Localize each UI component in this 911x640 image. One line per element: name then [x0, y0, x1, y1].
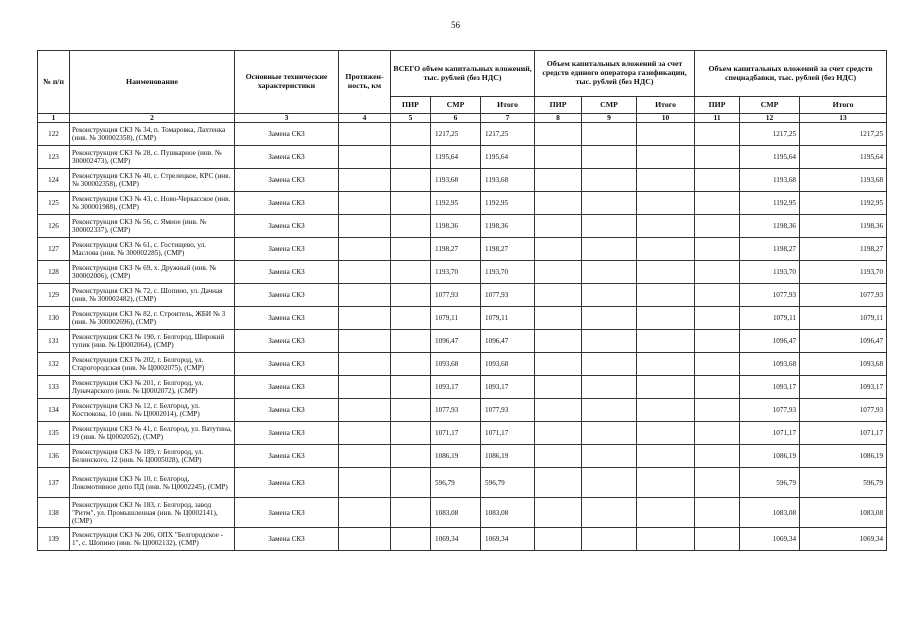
column-index: 11	[695, 114, 740, 123]
header-smr: СМР	[740, 97, 800, 114]
row-name: Реконструкция СКЗ № 206, ОПХ "Белгородское - 1", с. Шопино (инв. № Ц0002132), (СМР)	[70, 528, 235, 551]
row-length	[339, 123, 391, 146]
row-special-itogo: 1195,64	[800, 146, 887, 169]
row-total-itogo: 1077,93	[481, 399, 535, 422]
row-total-smr: 1069,34	[431, 528, 481, 551]
header-itogo: Итого	[800, 97, 887, 114]
row-operator-itogo	[637, 528, 695, 551]
row-total-smr: 1093,17	[431, 376, 481, 399]
row-number: 131	[38, 330, 70, 353]
row-number: 129	[38, 284, 70, 307]
row-tech: Замена СКЗ	[235, 123, 339, 146]
header-smr: СМР	[431, 97, 481, 114]
row-operator-pir	[535, 330, 582, 353]
row-length	[339, 376, 391, 399]
row-special-smr: 1077,93	[740, 399, 800, 422]
row-tech: Замена СКЗ	[235, 376, 339, 399]
row-tech: Замена СКЗ	[235, 498, 339, 528]
row-operator-smr	[582, 399, 637, 422]
row-operator-smr	[582, 284, 637, 307]
row-number: 132	[38, 353, 70, 376]
row-operator-smr	[582, 146, 637, 169]
row-length	[339, 169, 391, 192]
row-total-smr: 1071,17	[431, 422, 481, 445]
table-row	[38, 353, 887, 376]
row-total-pir	[391, 261, 431, 284]
table-row	[38, 261, 887, 284]
table-row	[38, 528, 887, 551]
column-index: 9	[582, 114, 637, 123]
row-total-itogo: 1079,11	[481, 307, 535, 330]
row-total-pir	[391, 146, 431, 169]
row-length	[339, 146, 391, 169]
row-total-pir	[391, 445, 431, 468]
row-total-smr: 1083,08	[431, 498, 481, 528]
row-number: 122	[38, 123, 70, 146]
row-special-itogo: 1083,08	[800, 498, 887, 528]
column-index-row	[38, 114, 887, 123]
row-operator-itogo	[637, 284, 695, 307]
row-special-pir	[695, 238, 740, 261]
row-length	[339, 330, 391, 353]
column-index: 4	[339, 114, 391, 123]
row-special-pir	[695, 215, 740, 238]
row-total-itogo: 1192,95	[481, 192, 535, 215]
row-special-itogo: 1093,17	[800, 376, 887, 399]
table-row	[38, 468, 887, 498]
column-index: 3	[235, 114, 339, 123]
row-special-smr: 1071,17	[740, 422, 800, 445]
row-operator-smr	[582, 498, 637, 528]
row-special-itogo: 1077,93	[800, 399, 887, 422]
row-length	[339, 284, 391, 307]
row-name: Реконструкция СКЗ № 43, с. Ново-Черкасское (инв. № 300001988), (СМР)	[70, 192, 235, 215]
row-special-pir	[695, 445, 740, 468]
row-operator-pir	[535, 399, 582, 422]
row-total-itogo: 596,79	[481, 468, 535, 498]
row-length	[339, 498, 391, 528]
row-operator-pir	[535, 146, 582, 169]
row-special-smr: 1093,68	[740, 353, 800, 376]
row-total-pir	[391, 399, 431, 422]
row-operator-itogo	[637, 169, 695, 192]
row-operator-smr	[582, 422, 637, 445]
row-operator-itogo	[637, 307, 695, 330]
row-special-smr: 1198,27	[740, 238, 800, 261]
row-operator-pir	[535, 123, 582, 146]
row-tech: Замена СКЗ	[235, 528, 339, 551]
row-special-smr: 1086,19	[740, 445, 800, 468]
row-operator-smr	[582, 376, 637, 399]
row-total-pir	[391, 169, 431, 192]
row-name: Реконструкция СКЗ № 56, с. Ямное (инв. № 300002337), (СМР)	[70, 215, 235, 238]
row-tech: Замена СКЗ	[235, 422, 339, 445]
row-operator-itogo	[637, 330, 695, 353]
row-total-smr: 1096,47	[431, 330, 481, 353]
column-index: 5	[391, 114, 431, 123]
row-total-pir	[391, 376, 431, 399]
page-number: 56	[451, 20, 460, 30]
row-length	[339, 422, 391, 445]
row-total-pir	[391, 528, 431, 551]
row-tech: Замена СКЗ	[235, 169, 339, 192]
row-number: 139	[38, 528, 70, 551]
row-number: 124	[38, 169, 70, 192]
table-row	[38, 498, 887, 528]
row-operator-pir	[535, 169, 582, 192]
row-length	[339, 353, 391, 376]
row-special-smr: 1193,70	[740, 261, 800, 284]
row-special-itogo: 1093,68	[800, 353, 887, 376]
row-special-itogo: 1193,70	[800, 261, 887, 284]
table-row	[38, 422, 887, 445]
table-row	[38, 445, 887, 468]
row-special-smr: 1192,95	[740, 192, 800, 215]
row-operator-smr	[582, 353, 637, 376]
table-row	[38, 215, 887, 238]
row-total-itogo: 1217,25	[481, 123, 535, 146]
row-operator-smr	[582, 169, 637, 192]
row-operator-pir	[535, 528, 582, 551]
row-total-pir	[391, 468, 431, 498]
row-total-itogo: 1086,19	[481, 445, 535, 468]
row-operator-smr	[582, 445, 637, 468]
row-operator-smr	[582, 468, 637, 498]
row-number: 126	[38, 215, 70, 238]
row-operator-itogo	[637, 445, 695, 468]
row-name: Реконструкция СКЗ № 40, с. Стрелецкое, КРС (инв. № 300002358), (СМР)	[70, 169, 235, 192]
row-total-smr: 1077,93	[431, 399, 481, 422]
row-tech: Замена СКЗ	[235, 284, 339, 307]
row-tech: Замена СКЗ	[235, 215, 339, 238]
row-length	[339, 399, 391, 422]
row-total-pir	[391, 284, 431, 307]
row-total-pir	[391, 215, 431, 238]
row-special-smr: 1077,93	[740, 284, 800, 307]
row-operator-smr	[582, 192, 637, 215]
row-total-itogo: 1198,36	[481, 215, 535, 238]
table-row	[38, 307, 887, 330]
row-name: Реконструкция СКЗ № 82, г. Строитель, ЖБИ № 3 (инв. № 300002696), (СМР)	[70, 307, 235, 330]
row-number: 128	[38, 261, 70, 284]
row-total-smr: 1093,68	[431, 353, 481, 376]
header-smr: СМР	[582, 97, 637, 114]
header-total: ВСЕГО объем капитальных вложений, тыс. рублей (без НДС)	[391, 51, 535, 97]
row-special-itogo: 1079,11	[800, 307, 887, 330]
header-itogo: Итого	[481, 97, 535, 114]
table-row	[38, 169, 887, 192]
row-total-itogo: 1193,70	[481, 261, 535, 284]
row-length	[339, 445, 391, 468]
row-special-smr: 1195,64	[740, 146, 800, 169]
column-index: 7	[481, 114, 535, 123]
row-number: 134	[38, 399, 70, 422]
row-name: Реконструкция СКЗ № 61, с. Гостищево, ул. Маслова (инв. № 300002285), (СМР)	[70, 238, 235, 261]
row-operator-pir	[535, 238, 582, 261]
row-tech: Замена СКЗ	[235, 146, 339, 169]
row-total-pir	[391, 192, 431, 215]
row-operator-itogo	[637, 353, 695, 376]
row-operator-pir	[535, 284, 582, 307]
row-total-itogo: 1195,64	[481, 146, 535, 169]
row-tech: Замена СКЗ	[235, 353, 339, 376]
row-length	[339, 261, 391, 284]
row-total-pir	[391, 123, 431, 146]
row-total-smr: 1079,11	[431, 307, 481, 330]
row-number: 135	[38, 422, 70, 445]
row-number: 137	[38, 468, 70, 498]
row-total-itogo: 1093,17	[481, 376, 535, 399]
column-index: 1	[38, 114, 70, 123]
row-length	[339, 215, 391, 238]
row-special-smr: 1083,08	[740, 498, 800, 528]
row-special-pir	[695, 376, 740, 399]
row-total-itogo: 1069,34	[481, 528, 535, 551]
row-operator-pir	[535, 261, 582, 284]
row-total-pir	[391, 238, 431, 261]
row-operator-itogo	[637, 146, 695, 169]
row-name: Реконструкция СКЗ № 12, г. Белгород, ул. Костюкова, 10 (инв. № Ц0002014), (СМР)	[70, 399, 235, 422]
row-total-itogo: 1077,93	[481, 284, 535, 307]
row-length	[339, 468, 391, 498]
row-special-itogo: 1198,36	[800, 215, 887, 238]
table-row	[38, 192, 887, 215]
row-total-pir	[391, 307, 431, 330]
row-special-itogo: 1193,68	[800, 169, 887, 192]
row-total-itogo: 1093,68	[481, 353, 535, 376]
row-special-smr: 1069,34	[740, 528, 800, 551]
row-special-pir	[695, 330, 740, 353]
row-special-pir	[695, 422, 740, 445]
header-special: Объем капитальных вложений за счет средств спецнадбавки, тыс. рублей (без НДС)	[695, 51, 887, 97]
row-special-itogo: 1096,47	[800, 330, 887, 353]
table-row	[38, 376, 887, 399]
row-special-smr: 1079,11	[740, 307, 800, 330]
table-row	[38, 238, 887, 261]
row-total-smr: 1193,70	[431, 261, 481, 284]
row-special-pir	[695, 353, 740, 376]
row-special-pir	[695, 399, 740, 422]
header-name: Наименование	[70, 51, 235, 114]
row-operator-smr	[582, 238, 637, 261]
row-operator-itogo	[637, 261, 695, 284]
row-special-smr: 596,79	[740, 468, 800, 498]
row-special-smr: 1193,68	[740, 169, 800, 192]
row-total-pir	[391, 330, 431, 353]
row-special-itogo: 1192,95	[800, 192, 887, 215]
table-row	[38, 399, 887, 422]
row-number: 138	[38, 498, 70, 528]
row-length	[339, 528, 391, 551]
row-operator-smr	[582, 528, 637, 551]
column-index: 2	[70, 114, 235, 123]
column-index: 6	[431, 114, 481, 123]
row-operator-smr	[582, 330, 637, 353]
row-length	[339, 307, 391, 330]
header-pir: ПИР	[535, 97, 582, 114]
row-tech: Замена СКЗ	[235, 399, 339, 422]
row-name: Реконструкция СКЗ № 41, г. Белгород, ул. Ватутина, 19 (инв. № Ц0002052), (СМР)	[70, 422, 235, 445]
row-special-smr: 1093,17	[740, 376, 800, 399]
row-operator-smr	[582, 307, 637, 330]
row-operator-pir	[535, 215, 582, 238]
row-operator-pir	[535, 376, 582, 399]
row-operator-smr	[582, 261, 637, 284]
row-special-pir	[695, 123, 740, 146]
row-name: Реконструкция СКЗ № 201, г. Белгород, ул. Луначарского (инв. № Ц0002072), (СМР)	[70, 376, 235, 399]
row-total-itogo: 1198,27	[481, 238, 535, 261]
row-tech: Замена СКЗ	[235, 261, 339, 284]
row-number: 123	[38, 146, 70, 169]
row-name: Реконструкция СКЗ № 10, г. Белгород, Локомотивное депо ПД (инв. № Ц0002245), (СМР)	[70, 468, 235, 498]
row-special-itogo: 1198,27	[800, 238, 887, 261]
row-total-smr: 596,79	[431, 468, 481, 498]
row-total-smr: 1198,36	[431, 215, 481, 238]
row-name: Реконструкция СКЗ № 69, х. Дружный (инв. № 300002006), (СМР)	[70, 261, 235, 284]
row-name: Реконструкция СКЗ № 189, г. Белгород, ул. Белинского, 12 (инв. № Ц0005028), (СМР)	[70, 445, 235, 468]
header-pir: ПИР	[391, 97, 431, 114]
row-length	[339, 192, 391, 215]
row-operator-itogo	[637, 192, 695, 215]
row-special-smr: 1217,25	[740, 123, 800, 146]
row-name: Реконструкция СКЗ № 34, п. Томаровка, Лахтенка (инв. № 300002358), (СМР)	[70, 123, 235, 146]
row-special-itogo: 596,79	[800, 468, 887, 498]
header-itogo: Итого	[637, 97, 695, 114]
row-operator-itogo	[637, 468, 695, 498]
row-total-pir	[391, 353, 431, 376]
row-special-smr: 1096,47	[740, 330, 800, 353]
row-special-itogo: 1077,93	[800, 284, 887, 307]
header-length: Протяжен-ность, км	[339, 51, 391, 114]
header-num: № п/п	[38, 51, 70, 114]
row-operator-pir	[535, 307, 582, 330]
table-row	[38, 146, 887, 169]
row-total-smr: 1077,93	[431, 284, 481, 307]
row-operator-itogo	[637, 399, 695, 422]
row-special-pir	[695, 528, 740, 551]
row-total-itogo: 1193,68	[481, 169, 535, 192]
row-name: Реконструкция СКЗ № 28, с. Пушкарное (инв. № 300002473), (СМР)	[70, 146, 235, 169]
row-total-smr: 1198,27	[431, 238, 481, 261]
row-special-smr: 1198,36	[740, 215, 800, 238]
row-operator-itogo	[637, 123, 695, 146]
row-special-pir	[695, 146, 740, 169]
column-index: 8	[535, 114, 582, 123]
row-number: 125	[38, 192, 70, 215]
row-special-pir	[695, 261, 740, 284]
column-index: 13	[800, 114, 887, 123]
row-tech: Замена СКЗ	[235, 468, 339, 498]
row-operator-smr	[582, 215, 637, 238]
row-operator-itogo	[637, 238, 695, 261]
row-tech: Замена СКЗ	[235, 445, 339, 468]
row-total-smr: 1195,64	[431, 146, 481, 169]
row-operator-smr	[582, 123, 637, 146]
row-name: Реконструкция СКЗ № 72, с. Шопино, ул. Дачная (инв. № 300002482), (СМР)	[70, 284, 235, 307]
row-operator-itogo	[637, 376, 695, 399]
row-name: Реконструкция СКЗ № 202, г. Белгород, ул. Старогородская (инв. № Ц0002075), (СМР)	[70, 353, 235, 376]
table-row	[38, 123, 887, 146]
column-index: 10	[637, 114, 695, 123]
column-index: 12	[740, 114, 800, 123]
row-total-smr: 1192,95	[431, 192, 481, 215]
row-total-smr: 1193,68	[431, 169, 481, 192]
row-tech: Замена СКЗ	[235, 330, 339, 353]
row-total-pir	[391, 498, 431, 528]
row-special-itogo: 1069,34	[800, 528, 887, 551]
investment-table	[37, 50, 887, 551]
row-name: Реконструкция СКЗ № 190, г. Белгород, Широкий тупик (инв. № Ц0002064), (СМР)	[70, 330, 235, 353]
row-number: 127	[38, 238, 70, 261]
row-tech: Замена СКЗ	[235, 307, 339, 330]
row-special-pir	[695, 498, 740, 528]
row-operator-pir	[535, 353, 582, 376]
row-total-itogo: 1096,47	[481, 330, 535, 353]
row-special-itogo: 1071,17	[800, 422, 887, 445]
row-operator-pir	[535, 498, 582, 528]
row-total-smr: 1086,19	[431, 445, 481, 468]
row-number: 133	[38, 376, 70, 399]
row-length	[339, 238, 391, 261]
header-pir: ПИР	[695, 97, 740, 114]
row-operator-pir	[535, 422, 582, 445]
row-special-pir	[695, 192, 740, 215]
row-total-itogo: 1083,08	[481, 498, 535, 528]
row-operator-itogo	[637, 422, 695, 445]
row-special-pir	[695, 307, 740, 330]
row-total-itogo: 1071,17	[481, 422, 535, 445]
table-row	[38, 330, 887, 353]
row-tech: Замена СКЗ	[235, 238, 339, 261]
header-operator: Объем капитальных вложений за счет средств единого оператора газификации, тыс. рублей (без НДС)	[535, 51, 695, 97]
row-special-pir	[695, 169, 740, 192]
row-operator-pir	[535, 468, 582, 498]
row-tech: Замена СКЗ	[235, 192, 339, 215]
header-tech: Основные технические характеристики	[235, 51, 339, 114]
row-number: 136	[38, 445, 70, 468]
row-operator-pir	[535, 192, 582, 215]
row-name: Реконструкция СКЗ № 183, г. Белгород, завод "Ритм", ул. Промышленная (инв. № Ц0002141), (СМР)	[70, 498, 235, 528]
row-special-itogo: 1086,19	[800, 445, 887, 468]
row-total-smr: 1217,25	[431, 123, 481, 146]
row-operator-itogo	[637, 215, 695, 238]
row-operator-pir	[535, 445, 582, 468]
row-special-pir	[695, 284, 740, 307]
row-special-itogo: 1217,25	[800, 123, 887, 146]
table-row	[38, 284, 887, 307]
row-total-pir	[391, 422, 431, 445]
row-number: 130	[38, 307, 70, 330]
row-special-pir	[695, 468, 740, 498]
row-operator-itogo	[637, 498, 695, 528]
